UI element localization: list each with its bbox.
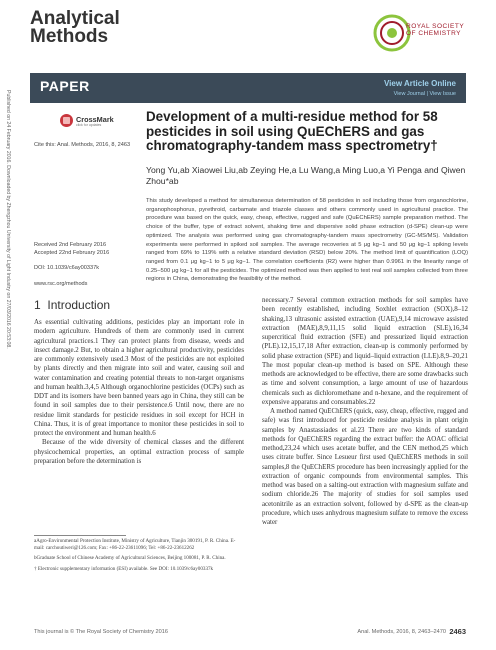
rsc-logo[interactable] — [372, 13, 472, 59]
section-number: 1 — [34, 298, 41, 312]
journal-website[interactable]: www.rsc.org/methods — [34, 281, 88, 287]
rsc-logo-text: ROYAL SOCIETY OF CHEMISTRY — [406, 23, 465, 37]
footer-citation: Anal. Methods, 2016, 8, 2463–2470 — [357, 629, 446, 635]
received-dates — [34, 241, 109, 257]
footnote-esi: † Electronic supplementary information (ESI) available. See DOI: 10.1039/c6ay00337k — [34, 565, 214, 572]
crossmark-sub: click for updates — [76, 123, 102, 127]
article-type-banner — [30, 73, 466, 103]
doi-line[interactable]: DOI: 10.1039/c6ay00337k — [34, 265, 99, 271]
section-heading — [34, 298, 110, 312]
footnote-affiliation-b: bGraduate School of Chinese Academy of Agricultural Sciences, Beijing 100081, P. R. China. — [34, 555, 226, 562]
received-date: Received 2nd February 2016 — [34, 242, 107, 248]
crossmark-badge[interactable] — [60, 113, 122, 129]
body-paragraph: Because of the wide diversity of chemical classes and the different physicochemical properties, an optimal extraction process of sample preparation before the determination is — [34, 439, 244, 465]
journal-name-line1: Analytical — [30, 8, 120, 29]
footnotes — [34, 538, 244, 576]
article-title: Development of a multi-residue method for 58 pesticides in soil using QuEChERS and gas chromatography-tandem mass spectrometry† — [146, 109, 438, 153]
body-column-left — [34, 318, 244, 466]
journal-name[interactable] — [30, 10, 120, 46]
journal-name-line2: Methods — [30, 26, 109, 47]
article-type-label: PAPER — [40, 78, 90, 94]
accepted-date: Accepted 22nd February 2016 — [34, 250, 110, 256]
view-journal-issue-links[interactable]: View Journal | View Issue — [393, 91, 456, 97]
page-number: 2463 — [449, 627, 466, 636]
publication-side-note: Published on 24 February 2016. Downloaded by Zhengzhou University of Light Industry on 27/03/2016 20:53:08. — [5, 90, 11, 349]
citation-line: Cite this: Anal. Methods, 2016, 8, 2463 — [34, 142, 131, 148]
crossmark-label: CrossMark — [76, 115, 114, 124]
footnote-divider — [34, 535, 126, 536]
body-paragraph: A method named QuEChERS (quick, easy, cheap, effective, rugged and safe) was first introduced for pesticide residue analysis in plant origin samples by Anastassiades et al.23 There are two kinds of standard methods for QuEChERS regarding the extract buffer: the AOAC official method,23,24 which uses acetate buffer, and the CEN method,25 which uses citrate buffer. Since Lesueur first used QuEChERS methods in soil samples,8 the QuEChERS procedure has been increasingly applied for the extraction of organic compounds from environmental samples. This method was based on a salting-out extraction with magnesium sulfate and sodium chloride.26 The majority of studies for soil samples used acetonitrile as an extraction solvent, followed by d-SPE as the clean-up procedure, which uses anhydrous magnesium sulfate to remove the excess water — [262, 408, 468, 526]
body-paragraph: As essential cultivating additions, pesticides play an important role in modern agriculture. Hundreds of them are commonly used in current agricultural practices.1 They can protect plants from disease, weeds and insect damage.2 But, to obtain a higher agricultural productivity, pesticides are commonly extensively used.3 Most of the pesticides are not exploited by plants directly and then migrate into soil and water, causing soil and water contamination and creating potential threats to non-target organisms and human health.3,4,5 Although organochlorine pesticides (OCPs) such as DDT and its isomers have been banned years ago in China, they still can be found in soil samples due to their persistence.6 Until now, there are no residue limit standards for pesticide residues in soil except for HCH in China. Thus, it is of great importance to monitor these pesticides in soil to protect the environment and human health.6 — [34, 319, 244, 437]
crossmark-icon — [60, 114, 73, 127]
footnote-affiliation-a: aAgro-Environmental Protection Institute, Ministry of Agriculture, Tianjin 300191, P. R. China. E-mail: carchoutiweri@126.com; Fax: +86-22-23611096; Tel: +86-22-23612262 — [34, 538, 236, 551]
section-title: Introduction — [47, 298, 111, 312]
page-footer — [34, 626, 466, 638]
abstract: This study developed a method for simultaneous determination of 58 pesticides in soil including those from organochlorine, organophosphorus, pyrethroid, carbamate and triazole classes and others commonly used in agricultural practice. The procedure was based on the quick, easy, cheap, effective, rugged and safe (QuEChERS) sample preparation method. The choice of the buffer, type of extract solvent, shaking time and dispersive solid phase extraction (d-SPE) clean-up were optimized. The analysis was performed using gas chromatography-tandem mass spectrometry (GC-MS/MS). Validation experiments were performed in spiked soil samples. The average recoveries at 5 μg kg−1 and 50 μg kg−1 spiking levels ranged from 69% to 119% with a relative standard deviation (RSD) below 20%. The method limit of quantification (LOQ) ranged from 0.1 μg kg−1 to 5 μg kg−1. The correlation coefficients (R2) were higher than 0.9961 in the linearity range of 0.25–500 μg kg−1 for all the pesticides. The optimized method was then applied to test real soil samples collected from three regions in China, demonstrating the feasibility of the method. — [146, 198, 468, 283]
footer-copyright: This journal is © The Royal Society of Chemistry 2016 — [34, 629, 168, 635]
author-list: Yong Yu,ab Xiaowei Liu,ab Zeying He,a Lu Wang,a Ming Luo,a Yi Penga and Qiwen Zhou*ab — [146, 165, 466, 186]
body-paragraph: necessary.7 Several common extraction methods for soil samples have been recently established, including Soxhlet extraction (SOX),8–12 shaking,13 ultrasonic assisted extraction (UAE),9,14 microwave assisted extraction (MAE),8,9,11,15 solid liquid extraction (SLE),16,34 supercritical fluid extraction (SFE) and pressurized liquid extraction (PLE).12,15,17,18 After extraction, clean-up is commonly performed by solid phase extraction (SPE) and liquid–liquid extraction (LLE).8,9–20,21 The most popular clean-up method is based on SPE. Although these methods are acknowledged to be effective, there are some drawbacks such as time and solvent consumption, a large amount of use of hazardous chemicals such as dichloromethane and n-hexane, and the requirement of expensive apparatus and consumables.22 — [262, 297, 468, 406]
body-column-right — [262, 296, 468, 527]
view-article-online-link[interactable]: View Article Online — [383, 79, 456, 88]
